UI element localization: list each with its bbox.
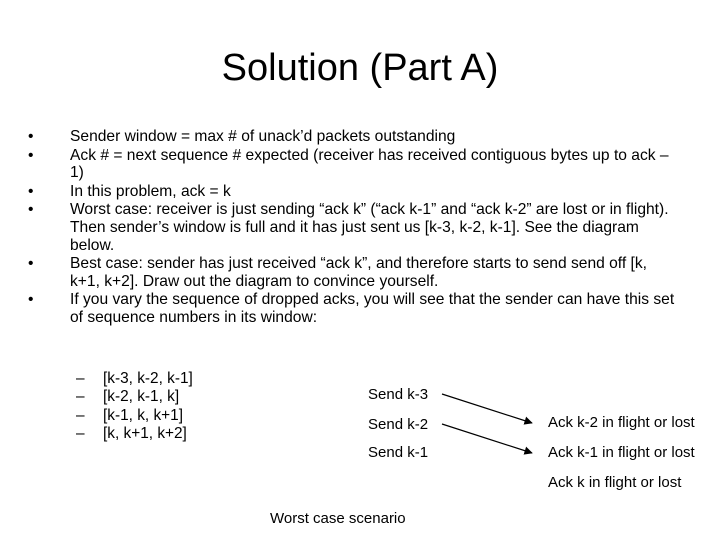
- bullet-dot: •: [28, 146, 34, 164]
- window-set-text: [k-2, k-1, k]: [103, 388, 180, 406]
- packet-arrow: [442, 394, 532, 423]
- bullet-text: If you vary the sequence of dropped acks, you will see that the sender can have this set of sequence numbers in its window:: [70, 291, 675, 326]
- packet-arrow: [442, 424, 532, 453]
- bullet-text: Sender window = max # of unack’d packets outstanding: [70, 128, 456, 145]
- send-label: Send k-2: [368, 416, 429, 433]
- bullet-text: In this problem, ack = k: [70, 182, 231, 200]
- sub-bullet-dash: –: [76, 425, 85, 443]
- send-label: Send k-3: [368, 386, 429, 403]
- ack-label: Ack k-1 in flight or lost: [548, 444, 695, 461]
- sub-bullet-dash: –: [76, 388, 85, 406]
- send-label: Send k-1: [368, 444, 429, 461]
- ack-label: Ack k-2 in flight or lost: [548, 414, 695, 431]
- bullet-dot: •: [28, 255, 34, 273]
- bullet-text: Ack # = next sequence # expected (receiver has received contiguous bytes up to ack – 1): [70, 146, 669, 182]
- bullet-text: Best case: sender has just received “ack k”, and therefore starts to send send off [k, k+1, k+2]. Draw out the diagram to convince yourself.: [70, 255, 647, 290]
- window-set-text: [k-3, k-2, k-1]: [103, 370, 193, 387]
- bullet-dot: •: [28, 128, 34, 145]
- bullet-dot: •: [28, 182, 34, 200]
- ack-label: Ack k in flight or lost: [548, 474, 682, 491]
- slide-title: Solution (Part A): [221, 47, 499, 89]
- window-set-text: [k, k+1, k+2]: [103, 425, 187, 443]
- window-set-text: [k-1, k, k+1]: [103, 406, 183, 424]
- diagram-caption: Worst case scenario: [270, 510, 406, 527]
- bullet-dot: •: [28, 201, 34, 219]
- sub-bullet-dash: –: [76, 370, 85, 387]
- bullet-text: Worst case: receiver is just sending “ack k” (“ack k-1” and “ack k-2” are lost or in flight). Then sender’s window is full and it has just sent us [k-3, k-2, k-1]. See the diagram below.: [70, 201, 669, 254]
- sub-bullet-dash: –: [76, 406, 85, 424]
- bullet-dot: •: [28, 291, 34, 309]
